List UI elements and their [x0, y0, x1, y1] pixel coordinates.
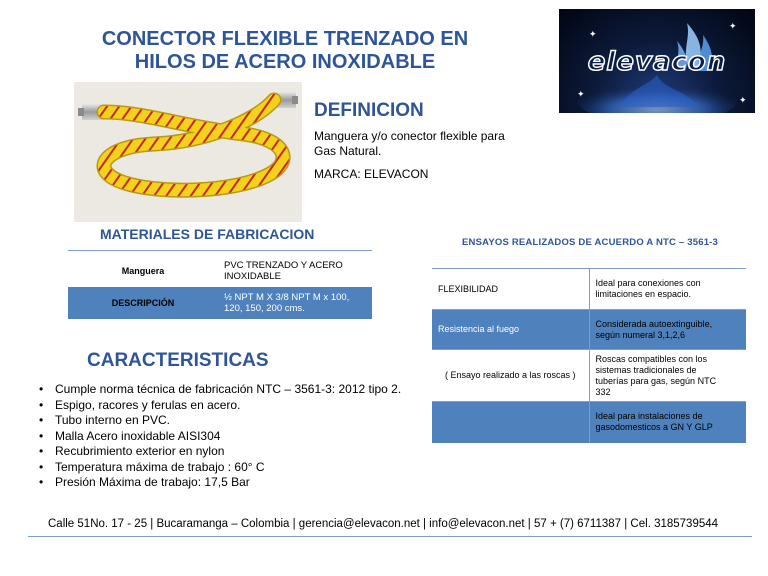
elevacon-logo [559, 9, 755, 113]
table-row [432, 350, 746, 402]
materiales-value-line1: PVC TRENZADO Y ACERO [224, 259, 343, 271]
ensayos-table [432, 268, 746, 443]
ensayo-key: ( Ensayo realizado a las roscas ) [432, 350, 589, 402]
materiales-table [68, 254, 372, 319]
caracteristicas-heading: CARACTERISTICAS [87, 350, 269, 371]
list-item: • Cumple norma técnica de fabricación NTC – 3561-3: 2012 tipo 2. [39, 382, 409, 398]
ensayo-value-line: limitaciones en espacio. [595, 289, 692, 299]
materiales-value-line2: 120, 150, 200 cms. [224, 303, 305, 314]
list-item: • Presión Máxima de trabajo: 17,5 Bar [39, 475, 409, 491]
ensayo-value-line: 332 [595, 386, 611, 397]
caracteristicas-list [39, 382, 409, 491]
ensayo-value-line: gasodomesticos a GN Y GLP [595, 422, 713, 433]
page-title-line1: CONECTOR FLEXIBLE TRENZADO EN [101, 28, 469, 50]
ensayo-value-line: Ideal para conexiones con [595, 278, 701, 288]
ensayo-value-line: tuberías para gas, según NTC [595, 375, 717, 386]
ensayo-value-line: Roscas compatibles con los [595, 353, 708, 364]
materiales-value-line1: ½ NPT M X 3/8 NPT M x 100, [224, 292, 350, 303]
table-row [432, 310, 746, 350]
sparkle-icon: ✦ [729, 21, 737, 31]
sparkle-icon: ✦ [577, 89, 585, 99]
ensayos-heading: ENSAYOS REALIZADOS DE ACUERDO A NTC – 3561-3 [462, 237, 719, 248]
ensayo-key [432, 402, 589, 443]
materiales-key: DESCRIPCIÓN [68, 287, 218, 319]
materiales-divider [68, 250, 372, 251]
table-row [68, 254, 372, 287]
ensayo-value [589, 350, 746, 402]
yellow-braided-hose-image [74, 82, 302, 222]
footer-contact: Calle 51No. 17 - 25 | Bucaramanga – Colombia | gerencia@elevacon.net | info@elevacon.net | 57 + (7) 6711387 | Cel. 3185739544 [48, 518, 719, 530]
definicion-text [314, 129, 544, 159]
materiales-value-line2: INOXIDABLE [224, 270, 282, 282]
materiales-key: Manguera [68, 254, 218, 287]
sparkle-icon: ✦ [589, 29, 597, 39]
materiales-value [218, 254, 372, 287]
list-item: • Tubo interno en PVC. [39, 413, 409, 429]
list-item: • Espigo, racores y ferulas en acero. [39, 398, 409, 414]
definicion-heading: DEFINICION [314, 100, 424, 121]
ensayo-value [589, 269, 746, 310]
ensayo-key: FLEXIBILIDAD [432, 269, 589, 310]
definicion-text-line1: Manguera y/o conector flexible para [314, 129, 505, 143]
ensayo-key: Resistencia al fuego [432, 310, 589, 350]
ensayo-value [589, 402, 746, 443]
footer-divider [28, 536, 752, 537]
page-title [60, 28, 510, 74]
ensayo-value [589, 310, 746, 350]
definicion-text-line2: Gas Natural. [314, 144, 382, 158]
list-item: • Malla Acero inoxidable AISI304 [39, 429, 409, 445]
list-item: • Recubrimiento exterior en nylon [39, 444, 409, 460]
brand-text: MARCA: ELEVACON [314, 167, 429, 181]
ensayo-value-line: sistemas tradicionales de [595, 364, 697, 375]
ensayo-value-line: Ideal para instalaciones de [595, 411, 703, 422]
materiales-value [218, 287, 372, 319]
sparkle-icon: ✦ [739, 95, 747, 105]
product-photo [74, 82, 302, 222]
table-row [432, 402, 746, 443]
logo-wordmark: elevacon [587, 47, 727, 77]
ensayo-value-line: Considerada autoextinguible, [595, 318, 713, 329]
page-title-line2: HILOS DE ACERO INOXIDABLE [134, 51, 436, 73]
table-row [68, 287, 372, 319]
table-row [432, 269, 746, 310]
list-item: • Temperatura máxima de trabajo : 60° C [39, 460, 409, 476]
materiales-heading: MATERIALES DE FABRICACION [100, 226, 315, 242]
ensayo-value-line: según numeral 3,1,2,6 [595, 329, 686, 340]
